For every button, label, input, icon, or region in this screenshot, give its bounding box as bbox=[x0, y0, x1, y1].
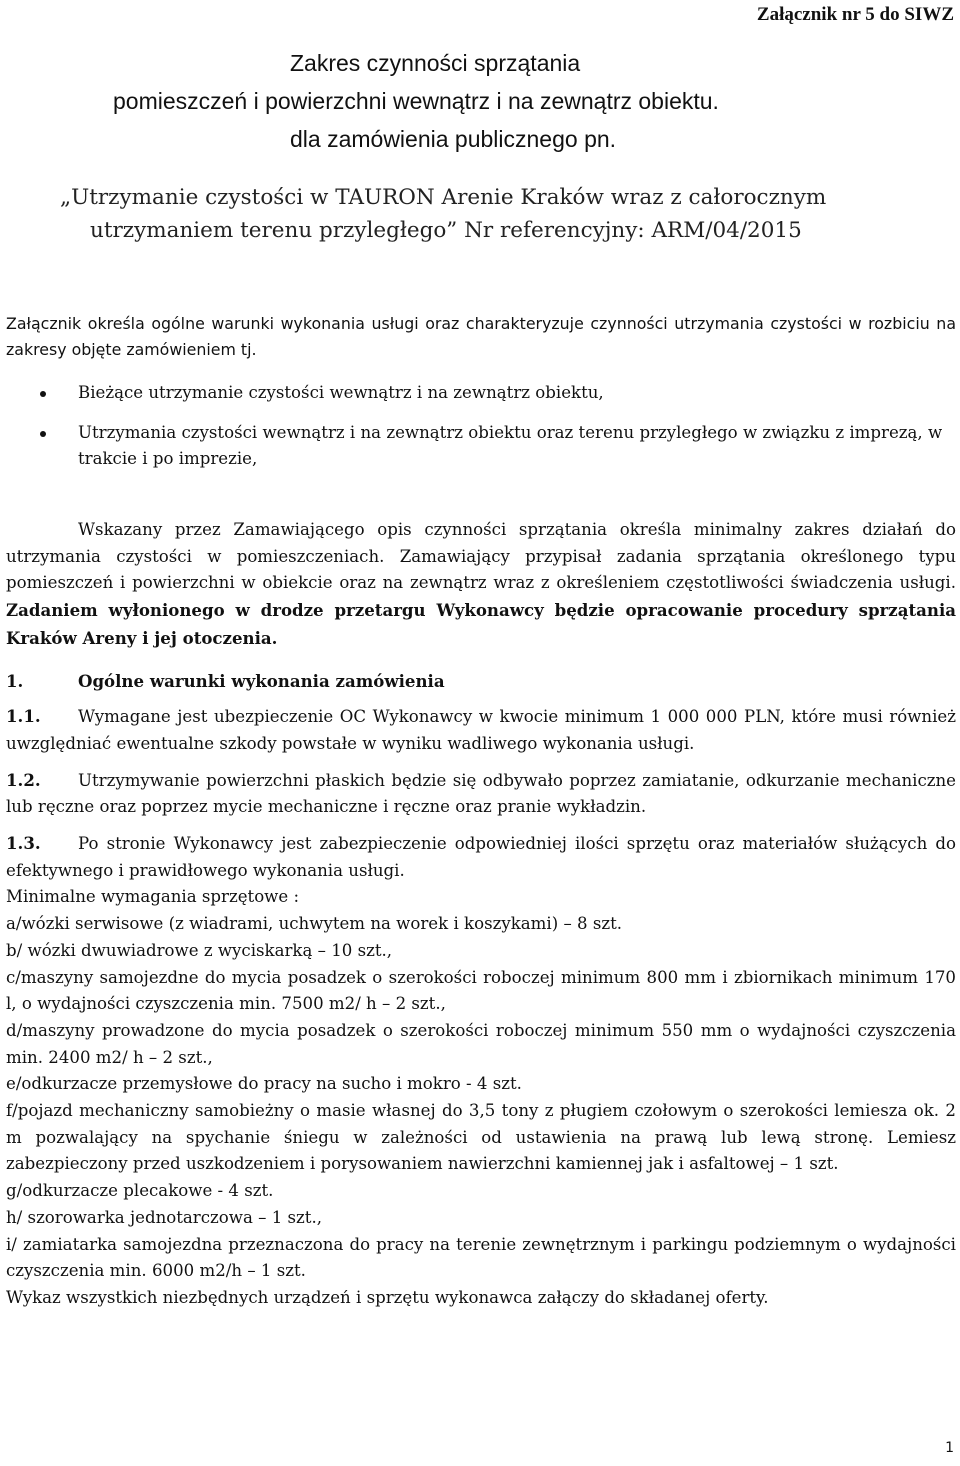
clause-number: 1.3. bbox=[6, 833, 41, 854]
equipment-item-e: e/odkurzacze przemysłowe do pracy na sucho i mokro - 4 szt. bbox=[6, 1074, 522, 1094]
section-title: Ogólne warunki wykonania zamówienia bbox=[78, 670, 445, 691]
clause-text: Utrzymywanie powierzchni płaskich będzie się odbywało poprzez zamiatanie, odkurzanie mechaniczne lub ręczne oraz poprzez mycie mechaniczne i ręczne oraz pranie wykładzin. bbox=[6, 770, 956, 817]
clause-number: 1.2. bbox=[6, 769, 41, 790]
equipment-heading: Minimalne wymagania sprzętowe : bbox=[6, 887, 300, 907]
description-text: Wskazany przez Zamawiającego opis czynności sprzątania określa minimalny zakres działań do utrzymania czystości w pomieszczeniach. Zamawiający przypisał zadania sprzątania określonego typu pomieszczeń i powierzchni w obiekcie oraz na zewnątrz wraz z określeniem częstotliwości świadczenia usługi. bbox=[6, 520, 956, 593]
equipment-item-d: d/maszyny prowadzone do mycia posadzek o szerokości roboczej minimum 550 mm o wydajności czyszczenia min. 2400 m2/ h – 2 szt., bbox=[6, 1020, 956, 1067]
equipment-item-g: g/odkurzacze plecakowe - 4 szt. bbox=[6, 1181, 274, 1201]
subtitle-line-2: utrzymaniem terenu przyległego” Nr referencyjny: ARM/04/2015 bbox=[90, 218, 802, 243]
page-number: 1 bbox=[945, 1440, 954, 1456]
section-heading bbox=[6, 668, 956, 695]
annex-label: Załącznik nr 5 do SIWZ bbox=[756, 4, 954, 25]
equipment-item-f: f/pojazd mechaniczny samobieżny o masie własnej do 3,5 tony z pługiem czołowym o szerokości lemiesza ok. 2 m pozwalający na spychanie śniegu w zależności od ustawienia na prawą lub lewą stronę. Lemiesz zabezpieczony przed uszkodzeniem i porysowaniem nawierzchni kamiennej jak i asfaltowej – 1 szt. bbox=[6, 1101, 956, 1174]
equipment-item-h: h/ szorowarka jednotarczowa – 1 szt., bbox=[6, 1207, 323, 1227]
bullet-text: Bieżące utrzymanie czystości wewnątrz i na zewnątrz obiektu, bbox=[78, 383, 604, 402]
clause-number: 1.1. bbox=[6, 706, 41, 727]
equipment-item-b: b/ wózki dwuwiadrowe z wyciskarką – 10 szt., bbox=[6, 940, 393, 960]
scope-bullet-list bbox=[0, 380, 960, 472]
title-line-1: Zakres czynności sprzątania bbox=[290, 50, 581, 76]
clause-1-1 bbox=[6, 703, 956, 757]
bullet-dot-icon bbox=[40, 431, 46, 437]
equipment-list bbox=[6, 884, 956, 1311]
document-title bbox=[0, 44, 960, 158]
clause-text: Wymagane jest ubezpieczenie OC Wykonawcy w kwocie minimum 1 000 000 PLN, które musi również uwzględniać ewentualne szkody powstałe w wyniku wadliwego wykonania usługi. bbox=[6, 707, 956, 753]
clause-text: Po stronie Wykonawcy jest zabezpieczenie odpowiedniej ilości sprzętu oraz materiałów służących do efektywnego i prawidłowego wykonania usługi. bbox=[6, 834, 956, 880]
subtitle-line-1: „Utrzymanie czystości w TAURON Arenie Kraków wraz z całorocznym bbox=[60, 185, 827, 210]
equipment-item-a: a/wózki serwisowe (z wiadrami, uchwytem na worek i koszykami) – 8 szt. bbox=[6, 914, 623, 934]
equipment-closing: Wykaz wszystkich niezbędnych urządzeń i sprzętu wykonawca załączy do składanej oferty. bbox=[6, 1287, 769, 1307]
clause-1-3 bbox=[6, 830, 956, 884]
bullet-item bbox=[0, 380, 953, 406]
title-line-2: pomieszczeń i powierzchni wewnątrz i na zewnątrz obiektu. bbox=[113, 88, 719, 114]
section-number: 1. bbox=[6, 670, 24, 691]
document-subtitle bbox=[0, 181, 960, 247]
equipment-item-i: i/ zamiatarka samojezdna przeznaczona do pracy na terenie zewnętrznym i parkingu podziemnym o wydajności czyszczenia min. 6000 m2/h – 1 szt. bbox=[6, 1234, 956, 1281]
bullet-dot-icon bbox=[40, 391, 46, 397]
description-bold-text: Zadaniem wyłonionego w drodze przetargu Wykonawcy będzie opracowanie procedury sprzątania Kraków Areny i jej otoczenia. bbox=[6, 600, 956, 648]
equipment-item-c: c/maszyny samojezdne do mycia posadzek o szerokości roboczej minimum 800 mm i zbiornikach minimum 170 l, o wydajności czyszczenia min. 7500 m2/ h – 2 szt., bbox=[6, 967, 956, 1014]
bullet-text: Utrzymania czystości wewnątrz i na zewnątrz obiektu oraz terenu przyległego w związku z imprezą, w trakcie i po imprezie, bbox=[78, 423, 943, 468]
document-body bbox=[6, 517, 956, 1312]
bullet-item bbox=[0, 420, 953, 472]
description-paragraph bbox=[6, 517, 956, 653]
intro-paragraph: Załącznik określa ogólne warunki wykonania usługi oraz charakteryzuje czynności utrzymania czystości w rozbiciu na zakresy objęte zamówieniem tj. bbox=[6, 314, 956, 359]
title-line-3: dla zamówienia publicznego pn. bbox=[290, 126, 617, 152]
clause-1-2 bbox=[6, 767, 956, 821]
